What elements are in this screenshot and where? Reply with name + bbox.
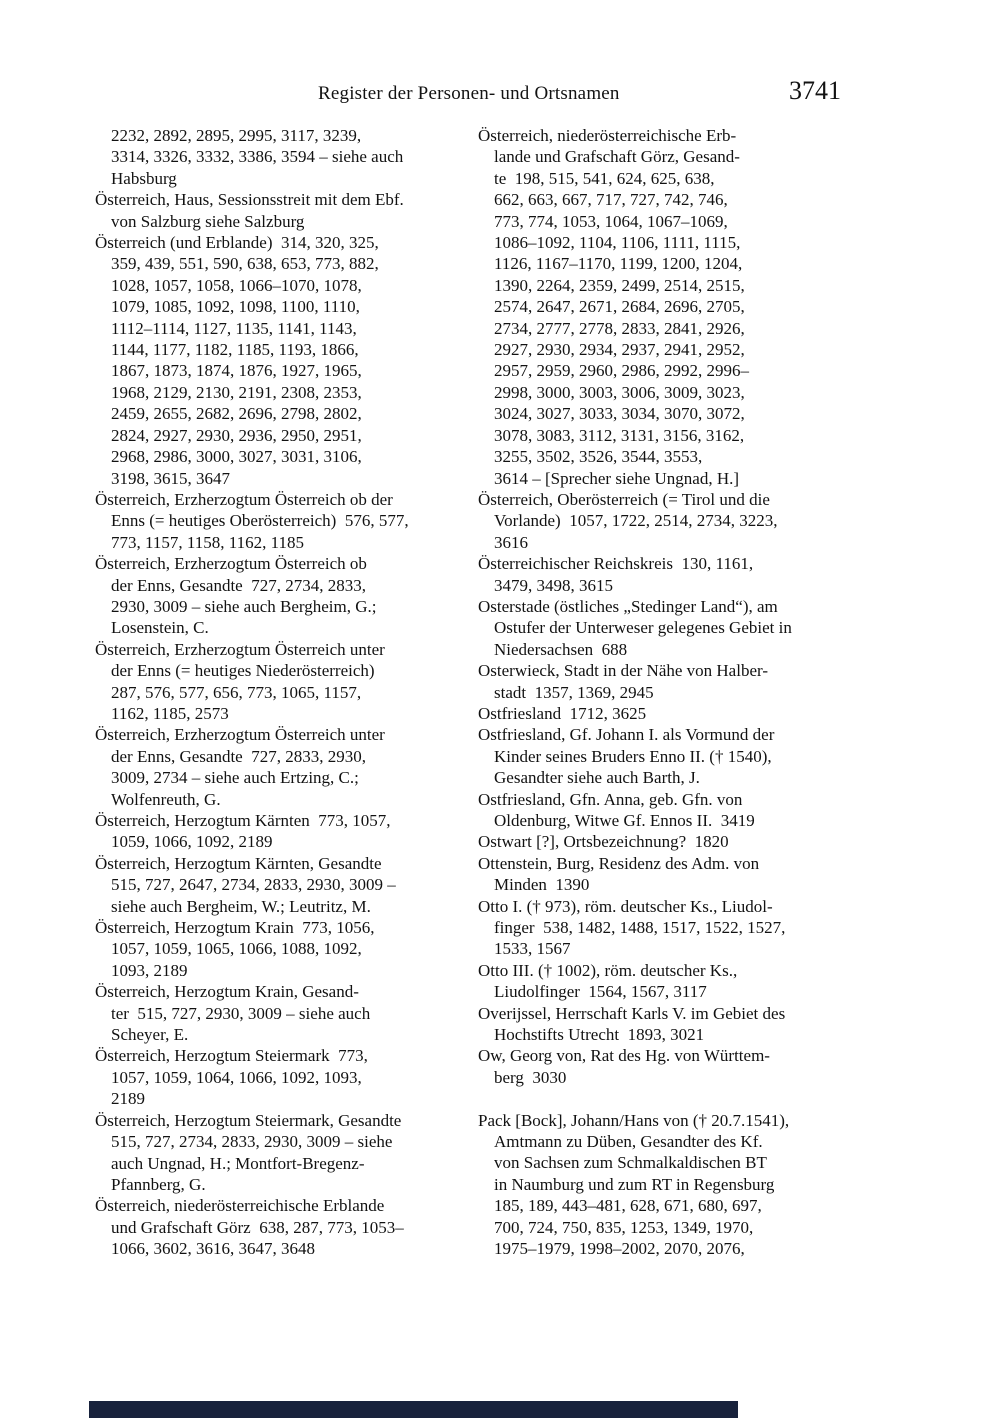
index-line: Osterstade (östliches „Stedinger Land“), am xyxy=(478,596,778,616)
index-line: 2824, 2927, 2930, 2936, 2950, 2951, xyxy=(111,425,362,445)
index-line: Österreich, Herzogtum Krain, Gesand- xyxy=(95,982,359,1002)
index-line: 1390, 2264, 2359, 2499, 2514, 2515, xyxy=(494,275,745,295)
index-entry xyxy=(95,810,477,853)
index-line: 3255, 3502, 3526, 3544, 3553, xyxy=(494,447,703,467)
index-line: 3078, 3083, 3112, 3131, 3156, 3162, xyxy=(494,425,745,445)
index-line: 1057, 1059, 1065, 1066, 1088, 1092, xyxy=(111,939,362,959)
index-line: 3009, 2734 – siehe auch Ertzing, C.; xyxy=(111,768,359,788)
index-line: te 198, 515, 541, 624, 625, 638, xyxy=(494,168,715,188)
index-line: Otto I. († 973), röm. deutscher Ks., Liudol- xyxy=(478,896,773,916)
index-line: 3614 – [Sprecher siehe Ungnad, H.] xyxy=(494,468,740,488)
index-line: 2957, 2959, 2960, 2986, 2992, 2996– xyxy=(494,361,749,381)
index-line: Pack [Bock], Johann/Hans von († 20.7.1541), xyxy=(478,1110,790,1130)
index-column-left xyxy=(95,125,477,1260)
index-line: 1093, 2189 xyxy=(111,960,188,980)
index-line: Oldenburg, Witwe Gf. Ennos II. 3419 xyxy=(494,811,755,830)
index-line: Österreich (und Erblande) 314, 320, 325, xyxy=(95,233,379,253)
index-line: lande und Grafschaft Görz, Gesand- xyxy=(494,147,740,167)
index-entry xyxy=(478,896,918,960)
index-line: 2232, 2892, 2895, 2995, 3117, 3239, xyxy=(111,126,362,145)
index-entry xyxy=(95,553,477,639)
index-line: siehe auch Bergheim, W.; Leutritz, M. xyxy=(111,896,371,916)
index-line: Gesandter siehe auch Barth, J. xyxy=(494,768,700,788)
index-line: 359, 439, 551, 590, 638, 653, 773, 882, xyxy=(111,254,379,274)
index-entry xyxy=(478,789,918,832)
index-entry xyxy=(478,489,918,553)
index-line: Österreich, Erzherzogtum Österreich ob der xyxy=(95,489,393,509)
index-line: Overijssel, Herrschaft Karls V. im Gebiet des xyxy=(478,1003,786,1023)
index-line: Wolfenreuth, G. xyxy=(111,789,221,809)
index-line: der Enns, Gesandte 727, 2734, 2833, xyxy=(111,575,366,595)
index-line: 2459, 2655, 2682, 2696, 2798, 2802, xyxy=(111,404,362,424)
index-line: Kinder seines Bruders Enno II. († 1540), xyxy=(494,746,772,766)
index-line: Ostfriesland, Gfn. Anna, geb. Gfn. von xyxy=(478,789,743,809)
index-line: 1975–1979, 1998–2002, 2070, 2076, xyxy=(494,1239,745,1259)
index-line: 3479, 3498, 3615 xyxy=(494,575,613,595)
index-entry xyxy=(95,981,477,1045)
index-line: Österreichischer Reichskreis 130, 1161, xyxy=(478,554,754,574)
index-line: Ostufer der Unterweser gelegenes Gebiet in xyxy=(494,618,792,638)
index-line: Amtmann zu Düben, Gesandter des Kf. xyxy=(494,1132,763,1152)
index-line: 1086–1092, 1104, 1106, 1111, 1115, xyxy=(494,233,741,253)
index-entry xyxy=(478,596,918,660)
index-line: 515, 727, 2647, 2734, 2833, 2930, 3009 – xyxy=(111,875,396,895)
index-line: Österreich, Erzherzogtum Österreich ob xyxy=(95,554,367,574)
index-line: 1079, 1085, 1092, 1098, 1100, 1110, xyxy=(111,297,360,317)
index-line: Österreich, Herzogtum Steiermark, Gesandte xyxy=(95,1110,402,1130)
index-line: 1533, 1567 xyxy=(494,939,571,959)
index-line: Enns (= heutiges Oberösterreich) 576, 577, xyxy=(111,511,409,531)
index-line: und Grafschaft Görz 638, 287, 773, 1053– xyxy=(111,1217,404,1237)
index-line: 1162, 1185, 2573 xyxy=(111,703,229,723)
index-entry xyxy=(478,553,918,596)
index-entry xyxy=(95,1110,477,1196)
index-line: 773, 1157, 1158, 1162, 1185 xyxy=(111,532,304,552)
index-line: Österreich, Oberösterreich (= Tirol und die xyxy=(478,489,770,509)
index-entry xyxy=(478,660,918,703)
index-line: Österreich, Erzherzogtum Österreich unter xyxy=(95,639,385,659)
index-line: in Naumburg und zum RT in Regensburg xyxy=(494,1174,775,1194)
index-line: 1057, 1059, 1064, 1066, 1092, 1093, xyxy=(111,1067,362,1087)
index-line: Österreich, Herzogtum Kärnten, Gesandte xyxy=(95,853,382,873)
index-entry xyxy=(95,125,477,189)
index-line: Niedersachsen 688 xyxy=(494,639,628,659)
index-line: stadt 1357, 1369, 2945 xyxy=(494,682,654,702)
index-line: 515, 727, 2734, 2833, 2930, 3009 – siehe xyxy=(111,1132,393,1152)
index-line: 2927, 2930, 2934, 2937, 2941, 2952, xyxy=(494,340,745,360)
index-entry xyxy=(478,831,918,852)
index-line: 2189 xyxy=(111,1089,145,1109)
index-line: Losenstein, C. xyxy=(111,618,209,638)
index-line: 3198, 3615, 3647 xyxy=(111,468,230,488)
index-line: 2734, 2777, 2778, 2833, 2841, 2926, xyxy=(494,318,745,338)
index-line: 1867, 1873, 1874, 1876, 1927, 1965, xyxy=(111,361,362,381)
index-line: Pfannberg, G. xyxy=(111,1174,206,1194)
index-line: auch Ungnad, H.; Montfort-Bregenz- xyxy=(111,1153,365,1173)
index-line: Österreich, Herzogtum Steiermark 773, xyxy=(95,1046,368,1066)
index-entry xyxy=(95,189,477,232)
index-line: Minden 1390 xyxy=(494,875,590,895)
index-line: 1059, 1066, 1092, 2189 xyxy=(111,832,273,852)
index-line: Österreich, Erzherzogtum Österreich unter xyxy=(95,725,385,745)
index-line: Habsburg xyxy=(111,168,177,188)
index-line: Ottenstein, Burg, Residenz des Adm. von xyxy=(478,853,760,873)
index-line: Scheyer, E. xyxy=(111,1025,189,1045)
index-line: 1066, 3602, 3616, 3647, 3648 xyxy=(111,1239,315,1259)
index-line: 2968, 2986, 3000, 3027, 3031, 3106, xyxy=(111,447,362,467)
index-line: Osterwieck, Stadt in der Nähe von Halber- xyxy=(478,661,768,681)
index-line: 3024, 3027, 3033, 3034, 3070, 3072, xyxy=(494,404,745,424)
index-line: 2574, 2647, 2671, 2684, 2696, 2705, xyxy=(494,297,745,317)
index-line: Hochstifts Utrecht 1893, 3021 xyxy=(494,1025,705,1045)
index-line: 2998, 3000, 3003, 3006, 3009, 3023, xyxy=(494,382,745,402)
page-title: Register der Personen- und Ortsnamen xyxy=(318,83,620,104)
index-line: Ostwart [?], Ortsbezeichnung? 1820 xyxy=(478,832,729,852)
index-entry xyxy=(478,1003,918,1046)
index-line: 287, 576, 577, 656, 773, 1065, 1157, xyxy=(111,682,362,702)
index-line: 1126, 1167–1170, 1199, 1200, 1204, xyxy=(494,254,743,274)
index-line: Ow, Georg von, Rat des Hg. von Württem- xyxy=(478,1046,770,1066)
index-entry xyxy=(95,489,477,553)
index-entry xyxy=(478,1110,918,1260)
index-line: 1112–1114, 1127, 1135, 1141, 1143, xyxy=(111,318,357,338)
index-entry xyxy=(478,853,918,896)
index-line: der Enns (= heutiges Niederösterreich) xyxy=(111,661,375,681)
index-line: 700, 724, 750, 835, 1253, 1349, 1970, xyxy=(494,1217,754,1237)
index-line: Österreich, Herzogtum Krain 773, 1056, xyxy=(95,918,375,938)
index-entry xyxy=(95,639,477,725)
index-line: Otto III. († 1002), röm. deutscher Ks., xyxy=(478,960,738,980)
index-entry xyxy=(478,125,918,489)
index-entry xyxy=(95,1195,477,1259)
index-entry xyxy=(95,724,477,810)
footer-highlight-bar xyxy=(89,1401,738,1418)
index-line: 2930, 3009 – siehe auch Bergheim, G.; xyxy=(111,596,377,616)
index-line: Österreich, niederösterreichische Erblande xyxy=(95,1196,385,1216)
index-line: 185, 189, 443–481, 628, 671, 680, 697, xyxy=(494,1196,762,1216)
index-line: Liudolfinger 1564, 1567, 3117 xyxy=(494,982,707,1002)
index-entry xyxy=(478,960,918,1003)
index-line: 1028, 1057, 1058, 1066–1070, 1078, xyxy=(111,275,362,295)
index-entry xyxy=(95,917,477,981)
index-line: der Enns, Gesandte 727, 2833, 2930, xyxy=(111,746,366,766)
index-line: finger 538, 1482, 1488, 1517, 1522, 1527, xyxy=(494,918,786,938)
index-line: 773, 774, 1053, 1064, 1067–1069, xyxy=(494,211,728,231)
index-line: Ostfriesland 1712, 3625 xyxy=(478,703,647,723)
index-entry xyxy=(478,724,918,788)
index-line: 3314, 3326, 3332, 3386, 3594 – siehe auch xyxy=(111,147,404,167)
index-column-right xyxy=(478,125,918,1260)
index-line: berg 3030 xyxy=(494,1067,567,1087)
index-line: von Salzburg siehe Salzburg xyxy=(111,211,305,231)
index-line: Österreich, niederösterreichische Erb- xyxy=(478,126,737,145)
index-entry xyxy=(478,1045,918,1088)
page-number: 3741 xyxy=(789,76,841,105)
index-line: Vorlande) 1057, 1722, 2514, 2734, 3223, xyxy=(494,511,778,531)
index-line: Ostfriesland, Gf. Johann I. als Vormund der xyxy=(478,725,775,745)
index-line: 662, 663, 667, 717, 727, 742, 746, xyxy=(494,190,728,210)
index-line: Österreich, Herzogtum Kärnten 773, 1057, xyxy=(95,811,391,830)
index-line: von Sachsen zum Schmalkaldischen BT xyxy=(494,1153,767,1173)
index-line: 3616 xyxy=(494,532,528,552)
index-entry xyxy=(95,1045,477,1109)
index-line: 1144, 1177, 1182, 1185, 1193, 1866, xyxy=(111,340,359,360)
index-entry xyxy=(95,232,477,489)
index-line: 1968, 2129, 2130, 2191, 2308, 2353, xyxy=(111,382,362,402)
index-entry xyxy=(95,853,477,917)
index-line: Österreich, Haus, Sessionsstreit mit dem Ebf. xyxy=(95,190,404,210)
index-entry xyxy=(478,703,918,724)
index-line: ter 515, 727, 2930, 3009 – siehe auch xyxy=(111,1003,371,1023)
